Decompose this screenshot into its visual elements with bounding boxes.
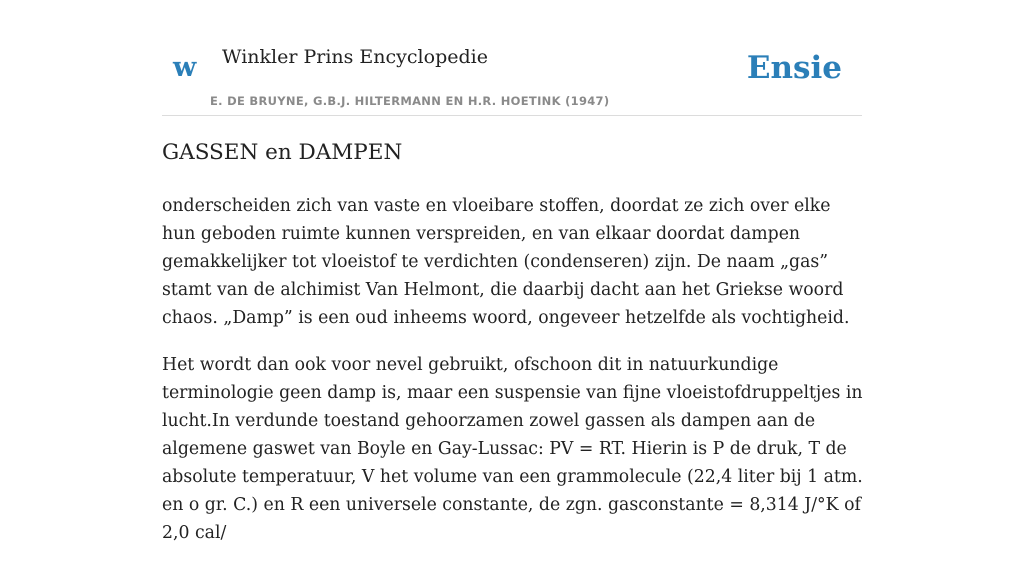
entry-paragraph: Het wordt dan ook voor nevel gebruikt, ofschoon dit in natuurkundige terminologie geen damp is, maar een suspensie van fijne vloeistofdruppeltjes in lucht.In verdunde toestand gehoorzamen zowel gassen als dampen aan de algemene gaswet van Boyle en Gay-Lussac: PV = RT. Hierin is P de druk, T de absolute temperatuur, V het volume van een grammolecule (22,4 liter bij 1 atm. en o gr. C.) en R een universele constante, de zgn. gasconstante = 8,314 J/°K of 2,0 cal/	[162, 355, 863, 543]
entry-content	[162, 192, 867, 566]
entry-title: GASSEN en DAMPEN	[162, 140, 403, 165]
ensie-logo-link[interactable]: Ensie	[746, 50, 842, 86]
book-title[interactable]: Winkler Prins Encyclopedie	[222, 46, 488, 68]
header	[162, 40, 862, 116]
book-logo[interactable]: w	[173, 52, 197, 83]
entry-paragraph: onderscheiden zich van vaste en vloeibare stoffen, doordat ze zich over elke hun geboden ruimte kunnen verspreiden, en van elkaar doordat dampen gemakkelijker tot vloeistof te verdichten (condenseren) zijn. De naam „gas” stamt van de alchimist Van Helmont, die daarbij dacht aan het Griekse woord chaos. „Damp” is een oud inheems woord, ongeveer hetzelfde als vochtigheid.	[162, 196, 850, 328]
book-authors: E. DE BRUYNE, G.B.J. HILTERMANN EN H.R. HOETINK (1947)	[210, 94, 610, 108]
